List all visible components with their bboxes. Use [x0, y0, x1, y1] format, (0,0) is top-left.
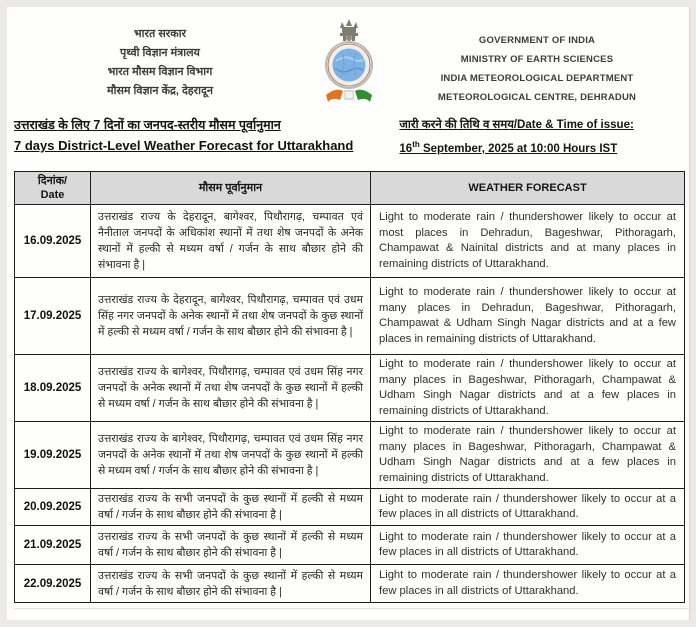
hindi-forecast-cell: उत्तराखंड राज्य के देहरादून, बागेश्वर, पिथौरागढ़, चम्पावत एवं उधम सिंह नगर जनपदों के अनेक स्थानों में तथा शेष जनपदों के कुछ स्थानों में हल्की से मध्यम वर्षा / गर्जन के साथ बौछार होने की संभावना है | [91, 278, 371, 355]
org-header [14, 15, 683, 113]
date-cell: 16.09.2025 [15, 205, 91, 278]
english-forecast-cell: Light to moderate rain / thundershower likely to occur at most places in Dehradun, Bageshwar, Pithoragarh, Champawat & Nainital districts and at many places in remaining districts of Uttarakhand. [371, 205, 685, 278]
table-row [15, 526, 685, 565]
date-cell: 20.09.2025 [15, 489, 91, 526]
english-forecast-cell: Light to moderate rain / thundershower likely to occur at many places in Dehradun, Bageshwar, Pithoragarh, Champawat & Udham Singh Nagar districts and at a few places in remaining districts of Uttarakhand. [371, 278, 685, 355]
date-cell: 21.09.2025 [15, 526, 91, 565]
date-cell: 22.09.2025 [15, 565, 91, 603]
page-section-divider [14, 608, 690, 609]
title-band [14, 115, 683, 165]
forecast-title-hindi: उत्तराखंड के लिए 7 दिनों का जनपद-स्तरीय मौसम पूर्वानुमान [14, 118, 281, 132]
table-row [15, 422, 685, 489]
col-header-date-hindi: दिनांक/ [37, 175, 68, 187]
col-header-hindi-forecast: मौसम पूर्वानुमान [91, 172, 371, 205]
org-hindi-line-3: भारत मौसम विज्ञान विभाग [107, 66, 213, 78]
issue-rest: September, 2025 at 10:00 Hours IST [419, 142, 618, 155]
forecast-table [14, 171, 685, 603]
col-header-english-forecast: WEATHER FORECAST [371, 172, 685, 205]
issue-day: 16 [399, 142, 413, 155]
forecast-title-block [14, 115, 399, 156]
english-forecast-cell: Light to moderate rain / thundershower likely to occur at a few places in all districts of Uttarakhand. [371, 565, 685, 603]
date-cell: 17.09.2025 [15, 278, 91, 355]
table-row [15, 205, 685, 278]
org-hindi-line-1: भारत सरकार [133, 28, 187, 40]
table-row [15, 565, 685, 603]
org-english-line-3: INDIA METEOROLOGICAL DEPARTMENT [440, 73, 634, 84]
hindi-forecast-cell: उत्तराखंड राज्य के बागेश्वर, पिथौरागढ़, चम्पावत एवं उधम सिंह नगर जनपदों के अनेक स्थानों में तथा शेष जनपदों के कुछ स्थानों में हल्की से मध्यम वर्षा / गर्जन के साथ बौछार होने की संभावना है | [91, 355, 371, 422]
table-row [15, 489, 685, 526]
english-forecast-cell: Light to moderate rain / thundershower likely to occur at a few places in all districts of Uttarakhand. [371, 526, 685, 565]
table-header-row [15, 172, 685, 205]
english-forecast-cell: Light to moderate rain / thundershower likely to occur at many places in Bageshwar, Pithoragarh, Champawat & Udham Singh Nagar districts and at a few places in remaining districts of Uttarakhand. [371, 422, 685, 489]
org-english-line-4: METEOROLOGICAL CENTRE, DEHRADUN [437, 92, 637, 103]
col-header-date [15, 172, 91, 205]
org-names-english [391, 15, 683, 107]
issue-label: जारी करने की तिथि व समय/Date & Time of issue: [399, 119, 634, 131]
table-row [15, 355, 685, 422]
col-header-date-english: Date [40, 189, 65, 201]
org-english-line-2: MINISTRY OF EARTH SCIENCES [460, 54, 614, 65]
issue-ordinal: th [412, 140, 420, 149]
date-cell: 18.09.2025 [15, 355, 91, 422]
english-forecast-cell: Light to moderate rain / thundershower likely to occur at many places in Bageshwar, Pithoragarh, Champawat & Udham Singh Nagar districts and at a few places in remaining districts of Uttarakhand. [371, 355, 685, 422]
document-page [7, 7, 690, 620]
imd-logo [314, 15, 384, 113]
date-cell: 19.09.2025 [15, 422, 91, 489]
hindi-forecast-cell: उत्तराखंड राज्य के सभी जनपदों के कुछ स्थानों में हल्की से मध्यम वर्षा / गर्जन के साथ बौछार होने की संभावना है | [91, 526, 371, 565]
forecast-title-english: 7 days District-Level Weather Forecast for Uttarakhand [14, 138, 354, 153]
hindi-forecast-cell: उत्तराखंड राज्य के सभी जनपदों के कुछ स्थानों में हल्की से मध्यम वर्षा / गर्जन के साथ बौछार होने की संभावना है | [91, 565, 371, 603]
org-names-hindi [14, 15, 306, 101]
english-forecast-cell: Light to moderate rain / thundershower likely to occur at a few places in all districts of Uttarakhand. [371, 489, 685, 526]
issue-datetime-block [399, 115, 683, 159]
org-hindi-line-2: पृथ्वी विज्ञान मंत्रालय [120, 47, 200, 59]
table-row [15, 278, 685, 355]
org-english-line-1: GOVERNMENT OF INDIA [478, 35, 596, 46]
hindi-forecast-cell: उत्तराखंड राज्य के सभी जनपदों के कुछ स्थानों में हल्की से मध्यम वर्षा / गर्जन के साथ बौछार होने की संभावना है | [91, 489, 371, 526]
hindi-forecast-cell: उत्तराखंड राज्य के देहरादून, बागेश्वर, पिथौरागढ़, चम्पावत एवं नैनीताल जनपदों के अधिकांश स्थानों में तथा शेष जनपदों के अनेक स्थानों में हल्की से मध्यम वर्षा / गर्जन के साथ बौछार होने की संभावना है | [91, 205, 371, 278]
issue-value [399, 135, 683, 159]
hindi-forecast-cell: उत्तराखंड राज्य के बागेश्वर, पिथौरागढ़, चम्पावत एवं उधम सिंह नगर जनपदों के अनेक स्थानों में तथा शेष जनपदों के कुछ स्थानों में हल्की से मध्यम वर्षा / गर्जन के साथ बौछार होने की संभावना है | [91, 422, 371, 489]
imd-emblem-icon [318, 17, 380, 113]
org-hindi-line-4: मौसम विज्ञान केंद्र, देहरादून [107, 85, 213, 97]
